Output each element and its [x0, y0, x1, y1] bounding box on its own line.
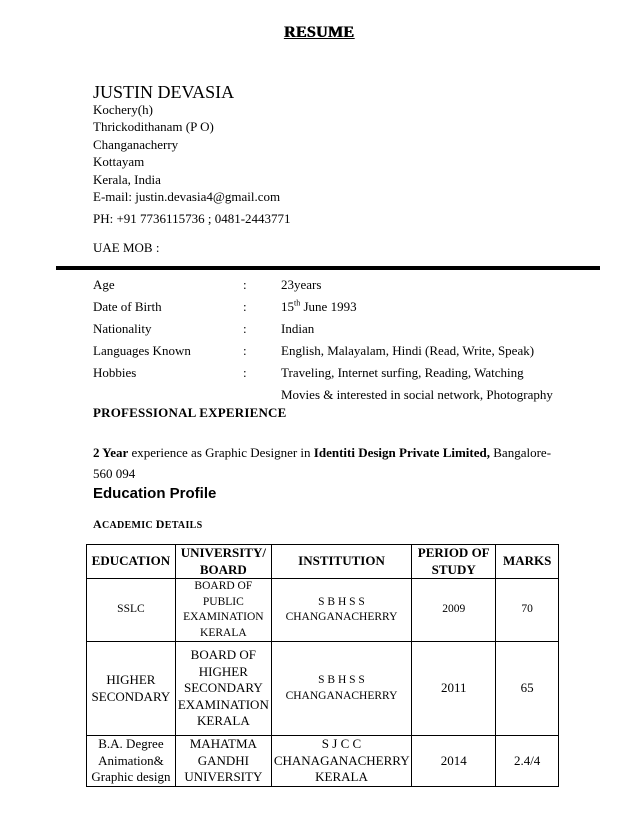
uae-mobile-line: UAE MOB :: [93, 240, 160, 255]
cell-board: BOARD OF HIGHER SECONDARY EXAMINATION KERALA: [175, 642, 271, 736]
professional-experience-heading: PROFESSIONAL EXPERIENCE: [93, 405, 287, 420]
experience-years: 2 Year: [93, 445, 129, 460]
candidate-name: JUSTIN DEVASIA: [93, 82, 235, 102]
separator: :: [243, 277, 247, 292]
education-table: [86, 544, 559, 787]
address-line: Kottayam: [93, 154, 145, 170]
nationality-value: Indian: [281, 321, 315, 336]
column-header-marks: MARKS: [496, 545, 559, 579]
hobbies-value-1: Traveling, Internet surfing, Reading, Watching: [281, 365, 524, 380]
address-block: [93, 101, 280, 205]
age-label: Age: [93, 277, 115, 292]
cell-board: MAHATMA GANDHI UNIVERSITY: [175, 736, 271, 787]
acad-initial-d: D: [155, 517, 165, 531]
cell-marks: 65: [496, 642, 559, 736]
column-header-period: PERIOD OF STUDY: [412, 545, 496, 579]
resume-title: RESUME: [283, 24, 355, 41]
hobbies-label: Hobbies: [93, 365, 137, 380]
cell-education: B.A. Degree Animation& Graphic design: [87, 736, 176, 787]
cell-education: HIGHER SECONDARY: [87, 642, 176, 736]
experience-text-mid: experience as Graphic Designer in: [128, 445, 314, 460]
dob-suffix: th: [294, 298, 301, 308]
table-row: [87, 642, 559, 736]
table-header-row: [87, 545, 559, 579]
separator: :: [243, 321, 247, 336]
company-name: Identiti Design Private Limited,: [313, 445, 491, 460]
address-line: Kochery(h): [93, 102, 153, 117]
acad-rest-2: ETAILS: [164, 520, 203, 531]
cell-period: 2014: [412, 736, 496, 787]
cell-marks: 70: [496, 579, 559, 642]
cell-institution: S B H S S CHANGANACHERRY: [271, 642, 411, 736]
nationality-label: Nationality: [93, 321, 152, 336]
column-header-board: UNIVERSITY/ BOARD: [175, 545, 271, 579]
table-row: [87, 736, 559, 787]
languages-value: English, Malayalam, Hindi (Read, Write, Speak): [281, 343, 535, 358]
education-profile-heading: Education Profile: [93, 485, 217, 502]
address-line: Changanacherry: [93, 136, 179, 152]
dob-day: 15: [281, 299, 294, 314]
cell-education: SSLC: [87, 579, 176, 642]
dob-month-year: June 1993: [300, 299, 357, 314]
dob-label: Date of Birth: [93, 299, 162, 314]
email-line: E-mail: justin.devasia4@gmail.com: [93, 189, 281, 205]
column-header-institution: INSTITUTION: [271, 545, 411, 579]
languages-label: Languages Known: [93, 343, 191, 358]
phone-line: PH: +91 7736115736 ; 0481-2443771: [93, 211, 291, 226]
table-row: [87, 579, 559, 642]
column-header-education: EDUCATION: [87, 545, 176, 579]
section-divider: [56, 266, 600, 270]
cell-board: BOARD OF PUBLIC EXAMINATION KERALA: [175, 579, 271, 642]
academic-details-heading: [93, 517, 202, 532]
age-value: 23years: [281, 277, 322, 292]
acad-initial-a: A: [93, 517, 102, 531]
cell-institution: S B H S S CHANGANACHERRY: [271, 579, 411, 642]
dob-value: [281, 299, 357, 315]
cell-institution: S J C C CHANAGANACHERRY KERALA: [271, 736, 411, 787]
cell-period: 2009: [412, 579, 496, 642]
hobbies-value-2: Movies & interested in social network, Photography: [281, 387, 553, 402]
acad-rest-1: CADEMIC: [101, 520, 156, 531]
separator: :: [243, 343, 247, 358]
cell-marks: 2.4/4: [496, 736, 559, 787]
experience-location: Bangalore-560 094: [93, 445, 552, 481]
address-line: Thrickodithanam (P O): [93, 119, 214, 135]
separator: :: [243, 299, 247, 314]
address-line: Kerala, India: [93, 171, 161, 187]
experience-text: [93, 442, 553, 484]
cell-period: 2011: [412, 642, 496, 736]
separator: :: [243, 365, 247, 380]
